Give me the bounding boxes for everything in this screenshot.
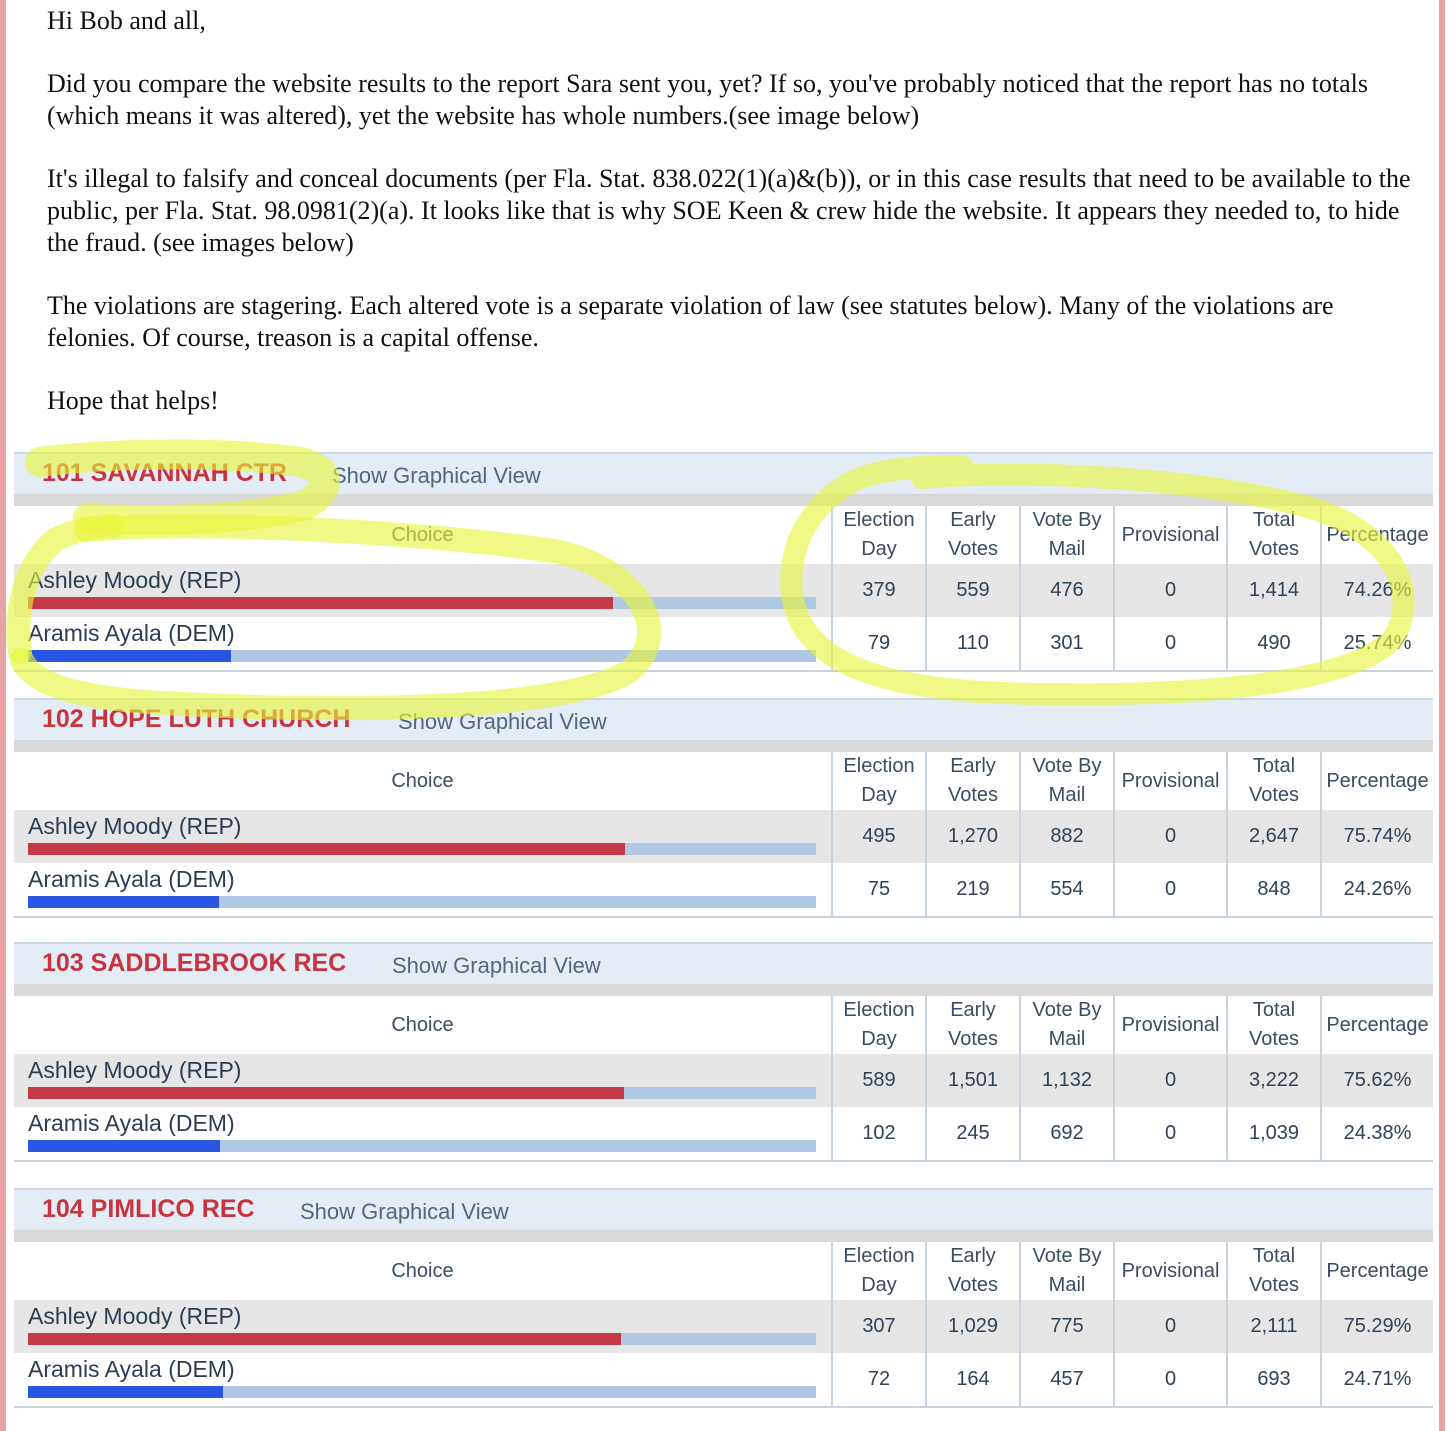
show-graphical-view-link[interactable]: Show Graphical View [398, 709, 607, 734]
precinct-title: 103 SADDLEBROOK REC [42, 949, 347, 977]
percentage-cell: 74.26% [1321, 564, 1433, 617]
total-votes-cell: 1,039 [1227, 1107, 1321, 1161]
vote-by-mail-header: Vote By Mail [1020, 506, 1114, 564]
early-votes-header: Early Votes [926, 752, 1020, 810]
left-border [0, 0, 6, 1431]
vote-share-bar [28, 1333, 816, 1345]
table-row [14, 1054, 1433, 1107]
provisional-header: Provisional [1114, 1242, 1227, 1300]
table-row [14, 617, 1433, 671]
email-body [47, 5, 1417, 448]
percentage-cell: 75.62% [1321, 1054, 1433, 1107]
total-votes-header: Total Votes [1227, 506, 1321, 564]
percentage-cell: 24.26% [1321, 863, 1433, 917]
email-greeting: Hi Bob and all, [47, 6, 206, 35]
vote-by-mail-cell: 554 [1020, 863, 1114, 917]
precinct-section [14, 698, 1433, 918]
header-separator [14, 494, 1433, 506]
early-votes-cell: 559 [926, 564, 1020, 617]
choice-header: Choice [391, 523, 454, 546]
results-table [14, 1242, 1433, 1408]
vote-share-bar [28, 650, 816, 662]
election-day-header: Election Day [832, 506, 926, 564]
election-day-cell: 102 [832, 1107, 926, 1161]
email-paragraph: The violations are stagering. Each altered vote is a separate violation of law (see statutes below). Many of the violations are felonies. Of course, treason is a capital offense. [47, 291, 1334, 352]
percentage-header: Percentage [1321, 1242, 1433, 1300]
early-votes-cell: 110 [926, 617, 1020, 671]
choice-cell [14, 1353, 832, 1407]
right-border [1439, 0, 1445, 1431]
header-separator [14, 984, 1433, 996]
total-votes-header: Total Votes [1227, 1242, 1321, 1300]
choice-cell [14, 617, 832, 671]
total-votes-cell: 1,414 [1227, 564, 1321, 617]
header-separator [14, 1230, 1433, 1242]
results-table [14, 752, 1433, 918]
candidate-name: Aramis Ayala (DEM) [28, 1110, 235, 1136]
provisional-header: Provisional [1114, 996, 1227, 1054]
early-votes-header: Early Votes [926, 996, 1020, 1054]
header-row [14, 996, 1433, 1054]
election-day-cell: 79 [832, 617, 926, 671]
vote-share-fill [28, 650, 231, 662]
table-row [14, 810, 1433, 863]
early-votes-cell: 1,501 [926, 1054, 1020, 1107]
results-table [14, 996, 1433, 1162]
precinct-section [14, 942, 1433, 1162]
email-closing: Hope that helps! [47, 386, 219, 415]
vote-share-bar [28, 1087, 816, 1099]
provisional-cell: 0 [1114, 1107, 1227, 1161]
choice-cell [14, 1107, 832, 1161]
vote-share-fill [28, 1333, 621, 1345]
vote-by-mail-cell: 882 [1020, 810, 1114, 863]
percentage-cell: 75.74% [1321, 810, 1433, 863]
vote-share-fill [28, 1140, 220, 1152]
percentage-cell: 24.38% [1321, 1107, 1433, 1161]
vote-by-mail-cell: 457 [1020, 1353, 1114, 1407]
vote-share-bar [28, 597, 816, 609]
total-votes-cell: 2,647 [1227, 810, 1321, 863]
email-paragraph: Did you compare the website results to the report Sara sent you, yet? If so, you've probably noticed that the report has no totals (which means it was altered), yet the website has whole numbers.(see image below) [47, 69, 1368, 130]
vote-share-fill [28, 843, 625, 855]
vote-by-mail-cell: 1,132 [1020, 1054, 1114, 1107]
email-paragraph: It's illegal to falsify and conceal documents (per Fla. Stat. 838.022(1)(a)&(b)), or in this case results that need to be available to the public, per Fla. Stat. 98.0981(2)(a). It looks like that is why SOE Keen & crew hide the website. It appears they needed to, to hide the fraud. (see images below) [47, 164, 1411, 257]
percentage-header: Percentage [1321, 752, 1433, 810]
show-graphical-view-link[interactable]: Show Graphical View [300, 1199, 509, 1224]
vote-by-mail-header: Vote By Mail [1020, 1242, 1114, 1300]
vote-share-fill [28, 1087, 624, 1099]
vote-by-mail-cell: 476 [1020, 564, 1114, 617]
choice-cell [14, 564, 832, 617]
results-table [14, 506, 1433, 672]
table-row [14, 1300, 1433, 1353]
header-row [14, 752, 1433, 810]
vote-share-fill [28, 896, 219, 908]
choice-header: Choice [391, 1013, 454, 1036]
vote-share-bar [28, 896, 816, 908]
choice-header: Choice [391, 769, 454, 792]
precinct-header [14, 698, 1433, 740]
early-votes-cell: 219 [926, 863, 1020, 917]
precinct-section [14, 1188, 1433, 1408]
vote-share-bar [28, 1140, 816, 1152]
election-day-cell: 589 [832, 1054, 926, 1107]
total-votes-cell: 2,111 [1227, 1300, 1321, 1353]
candidate-name: Ashley Moody (REP) [28, 567, 242, 593]
percentage-header: Percentage [1321, 506, 1433, 564]
vote-by-mail-cell: 301 [1020, 617, 1114, 671]
election-day-header: Election Day [832, 996, 926, 1054]
choice-cell [14, 1054, 832, 1107]
vote-share-bar [28, 1386, 816, 1398]
precinct-header [14, 942, 1433, 984]
candidate-name: Aramis Ayala (DEM) [28, 620, 235, 646]
vote-by-mail-cell: 692 [1020, 1107, 1114, 1161]
precinct-title: 101 SAVANNAH CTR [42, 459, 287, 487]
election-day-cell: 72 [832, 1353, 926, 1407]
percentage-cell: 25.74% [1321, 617, 1433, 671]
choice-cell [14, 810, 832, 863]
vote-share-fill [28, 1386, 223, 1398]
table-row [14, 863, 1433, 917]
precinct-section [14, 452, 1433, 672]
early-votes-cell: 1,270 [926, 810, 1020, 863]
candidate-name: Ashley Moody (REP) [28, 1057, 242, 1083]
choice-cell [14, 863, 832, 917]
percentage-cell: 24.71% [1321, 1353, 1433, 1407]
table-row [14, 564, 1433, 617]
election-day-header: Election Day [832, 752, 926, 810]
candidate-name: Aramis Ayala (DEM) [28, 1356, 235, 1382]
early-votes-header: Early Votes [926, 1242, 1020, 1300]
vote-share-fill [28, 597, 613, 609]
election-day-cell: 379 [832, 564, 926, 617]
total-votes-cell: 693 [1227, 1353, 1321, 1407]
election-day-cell: 307 [832, 1300, 926, 1353]
total-votes-header: Total Votes [1227, 996, 1321, 1054]
candidate-name: Ashley Moody (REP) [28, 1303, 242, 1329]
choice-header: Choice [391, 1259, 454, 1282]
early-votes-header: Early Votes [926, 506, 1020, 564]
vote-by-mail-header: Vote By Mail [1020, 752, 1114, 810]
candidate-name: Aramis Ayala (DEM) [28, 866, 235, 892]
provisional-header: Provisional [1114, 752, 1227, 810]
provisional-cell: 0 [1114, 810, 1227, 863]
table-row [14, 1107, 1433, 1161]
election-day-cell: 495 [832, 810, 926, 863]
total-votes-header: Total Votes [1227, 752, 1321, 810]
provisional-cell: 0 [1114, 617, 1227, 671]
provisional-cell: 0 [1114, 863, 1227, 917]
provisional-cell: 0 [1114, 564, 1227, 617]
vote-by-mail-cell: 775 [1020, 1300, 1114, 1353]
header-row [14, 1242, 1433, 1300]
header-row [14, 506, 1433, 564]
early-votes-cell: 164 [926, 1353, 1020, 1407]
show-graphical-view-link[interactable]: Show Graphical View [392, 953, 601, 978]
election-day-header: Election Day [832, 1242, 926, 1300]
precinct-header [14, 452, 1433, 494]
total-votes-cell: 3,222 [1227, 1054, 1321, 1107]
total-votes-cell: 848 [1227, 863, 1321, 917]
provisional-cell: 0 [1114, 1300, 1227, 1353]
vote-share-bar [28, 843, 816, 855]
provisional-cell: 0 [1114, 1353, 1227, 1407]
percentage-header: Percentage [1321, 996, 1433, 1054]
total-votes-cell: 490 [1227, 617, 1321, 671]
early-votes-cell: 1,029 [926, 1300, 1020, 1353]
percentage-cell: 75.29% [1321, 1300, 1433, 1353]
precinct-header [14, 1188, 1433, 1230]
precinct-title: 104 PIMLICO REC [42, 1195, 255, 1223]
provisional-header: Provisional [1114, 506, 1227, 564]
show-graphical-view-link[interactable]: Show Graphical View [332, 463, 541, 488]
vote-by-mail-header: Vote By Mail [1020, 996, 1114, 1054]
table-row [14, 1353, 1433, 1407]
precinct-title: 102 HOPE LUTH CHURCH [42, 705, 351, 733]
candidate-name: Ashley Moody (REP) [28, 813, 242, 839]
provisional-cell: 0 [1114, 1054, 1227, 1107]
election-day-cell: 75 [832, 863, 926, 917]
header-separator [14, 740, 1433, 752]
early-votes-cell: 245 [926, 1107, 1020, 1161]
choice-cell [14, 1300, 832, 1353]
